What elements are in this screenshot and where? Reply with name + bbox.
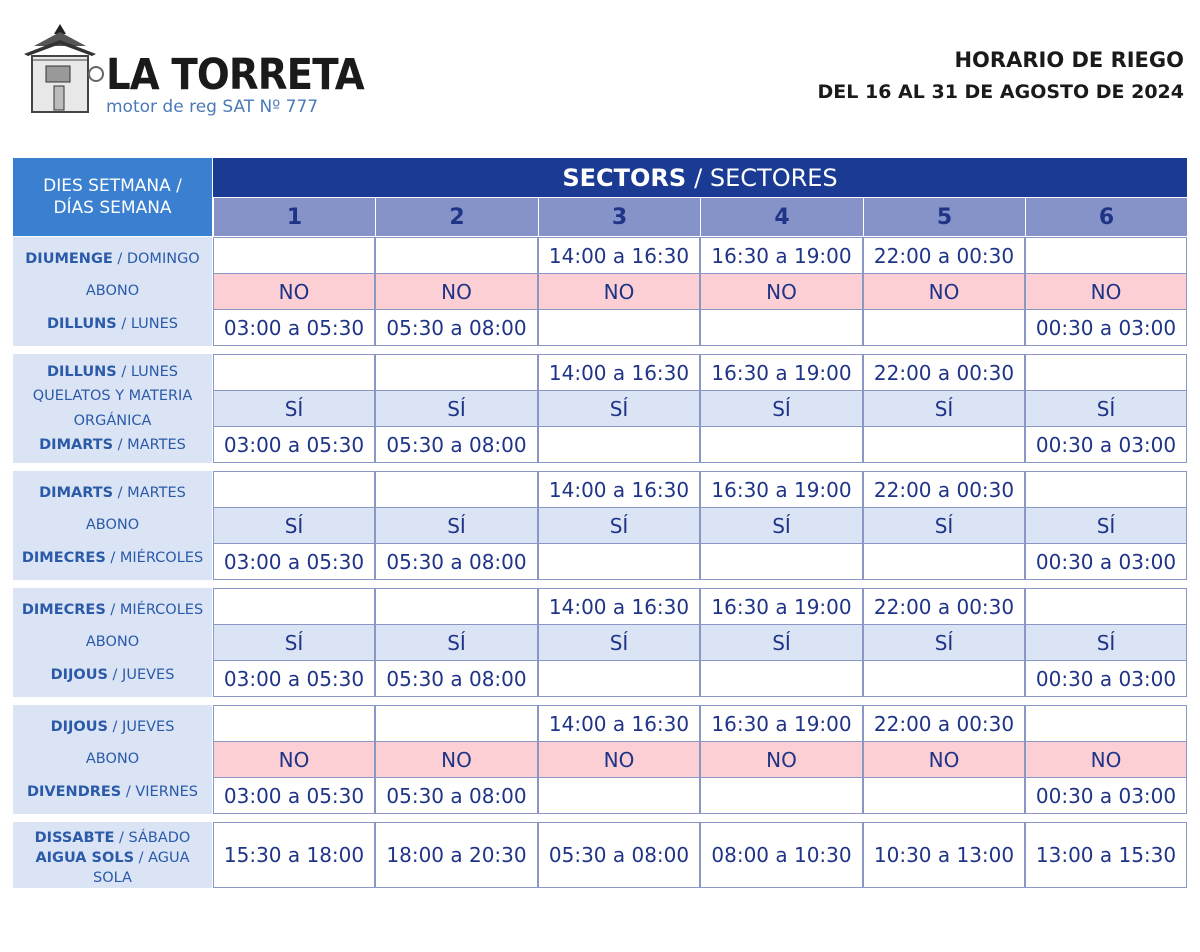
sector-number-2: 2 bbox=[375, 198, 538, 236]
fertilizer-cell: SÍ bbox=[538, 390, 700, 427]
days-header-line2: DÍAS SEMANA bbox=[53, 198, 172, 218]
day-label-line bbox=[86, 749, 139, 769]
day-label-catalan: DIMARTS bbox=[39, 485, 114, 502]
schedule-cell bbox=[213, 588, 375, 625]
schedule-cell: 16:30 a 19:00 bbox=[700, 471, 863, 508]
schedule-cell bbox=[375, 237, 538, 274]
fertilizer-cell: NO bbox=[538, 741, 700, 778]
day-label-spanish: / MIÉRCOLES bbox=[105, 602, 204, 619]
day-label-spanish: / MIÉRCOLES bbox=[105, 549, 204, 566]
fertilizer-cell: NO bbox=[375, 273, 538, 310]
schedule-cell: 14:00 a 16:30 bbox=[538, 588, 700, 625]
day-label-spanish: ORGÁNICA bbox=[73, 412, 152, 429]
tower-logo-icon bbox=[14, 20, 106, 116]
day-label-line bbox=[51, 717, 175, 737]
day-group-label bbox=[13, 705, 212, 814]
day-label-catalan: DIJOUS bbox=[50, 719, 108, 736]
day-label-line bbox=[86, 515, 139, 535]
day-label-line bbox=[22, 548, 203, 568]
schedule-cell: 18:00 a 20:30 bbox=[375, 822, 538, 888]
schedule-cell: 00:30 a 03:00 bbox=[1025, 543, 1187, 580]
schedule-cell bbox=[863, 660, 1025, 697]
fertilizer-cell: SÍ bbox=[863, 624, 1025, 661]
fertilizer-cell: NO bbox=[375, 741, 538, 778]
day-label-spanish: / MARTES bbox=[113, 485, 186, 502]
schedule-cell bbox=[863, 309, 1025, 346]
days-column-header bbox=[13, 158, 212, 236]
schedule-cell bbox=[1025, 354, 1187, 391]
day-label-spanish: ABONO bbox=[85, 283, 140, 300]
schedule-cell: 15:30 a 18:00 bbox=[213, 822, 375, 888]
fertilizer-cell: SÍ bbox=[700, 390, 863, 427]
fertilizer-cell: SÍ bbox=[375, 390, 538, 427]
fertilizer-cell: NO bbox=[700, 741, 863, 778]
schedule-cell: 14:00 a 16:30 bbox=[538, 354, 700, 391]
schedule-cell bbox=[1025, 237, 1187, 274]
fertilizer-cell: SÍ bbox=[213, 390, 375, 427]
fertilizer-cell: NO bbox=[213, 273, 375, 310]
schedule-cell: 08:00 a 10:30 bbox=[700, 822, 863, 888]
sector-number-6: 6 bbox=[1025, 198, 1187, 236]
fertilizer-cell: SÍ bbox=[375, 507, 538, 544]
days-header-line1: DIES SETMANA / bbox=[43, 176, 182, 196]
schedule-cell bbox=[375, 588, 538, 625]
schedule-cell bbox=[700, 309, 863, 346]
day-label-catalan: AIGUA SOLS bbox=[35, 850, 135, 866]
schedule-cell: 22:00 a 00:30 bbox=[863, 237, 1025, 274]
schedule-cell: 22:00 a 00:30 bbox=[863, 471, 1025, 508]
schedule-cell: 03:00 a 05:30 bbox=[213, 660, 375, 697]
schedule-cell: 14:00 a 16:30 bbox=[538, 237, 700, 274]
schedule-cell bbox=[700, 777, 863, 814]
schedule-cell bbox=[213, 705, 375, 742]
day-label-spanish: / VIERNES bbox=[121, 783, 198, 800]
day-label-spanish: ABONO bbox=[85, 517, 140, 534]
day-label-catalan: DILLUNS bbox=[46, 315, 117, 332]
day-label-line bbox=[27, 782, 198, 802]
day-label-spanish: / AGUA SOLA bbox=[93, 850, 190, 886]
day-label-line bbox=[86, 632, 139, 652]
day-label-spanish: ABONO bbox=[85, 634, 140, 651]
fertilizer-cell: NO bbox=[213, 741, 375, 778]
sectors-header bbox=[213, 158, 1187, 197]
logo bbox=[14, 20, 364, 120]
fertilizer-cell: NO bbox=[700, 273, 863, 310]
fertilizer-cell: SÍ bbox=[538, 624, 700, 661]
day-label-spanish: / DOMINGO bbox=[112, 251, 200, 268]
day-label-catalan: DIVENDRES bbox=[27, 783, 122, 800]
day-label-line bbox=[74, 411, 152, 431]
day-label-spanish: / JUEVES bbox=[107, 719, 175, 736]
schedule-cell bbox=[1025, 705, 1187, 742]
day-label-line bbox=[35, 828, 191, 848]
schedule-cell bbox=[700, 660, 863, 697]
day-label-spanish: ABONO bbox=[85, 751, 140, 768]
day-label-catalan: DIUMENGE bbox=[25, 251, 113, 268]
schedule-cell: 05:30 a 08:00 bbox=[375, 309, 538, 346]
sectors-header-light: / SECTORES bbox=[694, 163, 838, 192]
document-title-block bbox=[818, 46, 1184, 106]
day-label-line bbox=[86, 281, 139, 301]
day-label-spanish: / JUEVES bbox=[107, 666, 175, 683]
document-period: DEL 16 AL 31 DE AGOSTO DE 2024 bbox=[817, 81, 1184, 103]
schedule-cell bbox=[213, 237, 375, 274]
sector-number-4: 4 bbox=[700, 198, 863, 236]
schedule-cell bbox=[375, 471, 538, 508]
schedule-cell bbox=[375, 705, 538, 742]
fertilizer-cell: SÍ bbox=[700, 624, 863, 661]
schedule-cell bbox=[538, 660, 700, 697]
day-group-label bbox=[13, 588, 212, 697]
fertilizer-cell: SÍ bbox=[863, 507, 1025, 544]
schedule-cell: 22:00 a 00:30 bbox=[863, 354, 1025, 391]
fertilizer-cell: NO bbox=[1025, 273, 1187, 310]
schedule-cell: 10:30 a 13:00 bbox=[863, 822, 1025, 888]
day-label-spanish: / LUNES bbox=[116, 315, 179, 332]
day-label-spanish: / MARTES bbox=[113, 436, 186, 453]
schedule-cell bbox=[700, 543, 863, 580]
schedule-cell: 16:30 a 19:00 bbox=[700, 588, 863, 625]
schedule-cell bbox=[538, 777, 700, 814]
schedule-cell: 16:30 a 19:00 bbox=[700, 705, 863, 742]
schedule-cell: 03:00 a 05:30 bbox=[213, 309, 375, 346]
schedule-cell: 22:00 a 00:30 bbox=[863, 588, 1025, 625]
fertilizer-cell: SÍ bbox=[1025, 390, 1187, 427]
schedule-cell: 00:30 a 03:00 bbox=[1025, 309, 1187, 346]
schedule-cell: 00:30 a 03:00 bbox=[1025, 777, 1187, 814]
schedule-cell bbox=[375, 354, 538, 391]
schedule-cell: 05:30 a 08:00 bbox=[375, 660, 538, 697]
schedule-cell: 05:30 a 08:00 bbox=[375, 777, 538, 814]
sector-number-1: 1 bbox=[213, 198, 375, 236]
schedule-cell: 03:00 a 05:30 bbox=[213, 543, 375, 580]
brand-subtitle: motor de reg SAT Nº 777 bbox=[106, 97, 319, 117]
day-label-catalan: DIJOUS bbox=[50, 666, 108, 683]
fertilizer-cell: NO bbox=[538, 273, 700, 310]
schedule-cell: 05:30 a 08:00 bbox=[375, 426, 538, 463]
day-label-line bbox=[47, 362, 178, 382]
schedule-cell bbox=[700, 426, 863, 463]
schedule-cell bbox=[538, 426, 700, 463]
schedule-cell: 00:30 a 03:00 bbox=[1025, 426, 1187, 463]
schedule-cell: 22:00 a 00:30 bbox=[863, 705, 1025, 742]
day-label-catalan: DIMECRES bbox=[21, 602, 106, 619]
schedule-cell bbox=[1025, 588, 1187, 625]
schedule-cell: 05:30 a 08:00 bbox=[538, 822, 700, 888]
fertilizer-cell: NO bbox=[863, 273, 1025, 310]
schedule-cell bbox=[538, 543, 700, 580]
schedule-cell: 16:30 a 19:00 bbox=[700, 237, 863, 274]
day-label-line bbox=[51, 665, 175, 685]
day-label-spanish: QUELATOS Y MATERIA bbox=[32, 388, 193, 405]
document-title: HORARIO DE RIEGO bbox=[954, 48, 1184, 72]
schedule-cell: 14:00 a 16:30 bbox=[538, 471, 700, 508]
sectors-header-bold: SECTORS bbox=[562, 163, 687, 192]
day-label-catalan: DISSABTE bbox=[34, 830, 115, 846]
schedule-cell: 13:00 a 15:30 bbox=[1025, 822, 1187, 888]
schedule-cell bbox=[1025, 471, 1187, 508]
day-group-label bbox=[13, 237, 212, 346]
fertilizer-cell: SÍ bbox=[1025, 624, 1187, 661]
fertilizer-cell: NO bbox=[1025, 741, 1187, 778]
fertilizer-cell: SÍ bbox=[213, 507, 375, 544]
sector-number-5: 5 bbox=[863, 198, 1025, 236]
day-group-label bbox=[13, 354, 212, 463]
fertilizer-cell: SÍ bbox=[538, 507, 700, 544]
day-label-line bbox=[33, 386, 193, 406]
fertilizer-cell: SÍ bbox=[375, 624, 538, 661]
fertilizer-cell: SÍ bbox=[1025, 507, 1187, 544]
day-label-line bbox=[47, 314, 178, 334]
fertilizer-cell: NO bbox=[863, 741, 1025, 778]
fertilizer-cell: SÍ bbox=[700, 507, 863, 544]
day-label-catalan: DILLUNS bbox=[46, 364, 117, 381]
day-label-catalan: DIMECRES bbox=[21, 549, 106, 566]
schedule-cell: 05:30 a 08:00 bbox=[375, 543, 538, 580]
schedule-cell: 16:30 a 19:00 bbox=[700, 354, 863, 391]
schedule-cell bbox=[213, 471, 375, 508]
schedule-cell: 03:00 a 05:30 bbox=[213, 777, 375, 814]
day-label-line bbox=[15, 848, 210, 888]
brand-name: LA TORRETA bbox=[106, 50, 364, 100]
sector-number-3: 3 bbox=[538, 198, 700, 236]
schedule-cell bbox=[863, 426, 1025, 463]
day-label-spanish: / LUNES bbox=[116, 364, 179, 381]
day-label-line bbox=[39, 435, 186, 455]
day-label-line bbox=[25, 249, 199, 269]
schedule-cell bbox=[538, 309, 700, 346]
fertilizer-cell: SÍ bbox=[213, 624, 375, 661]
day-label-spanish: / SÁBADO bbox=[114, 830, 191, 846]
day-label-catalan: DIMARTS bbox=[39, 436, 114, 453]
schedule-cell bbox=[213, 354, 375, 391]
schedule-cell: 14:00 a 16:30 bbox=[538, 705, 700, 742]
day-label-line bbox=[39, 483, 186, 503]
schedule-cell: 00:30 a 03:00 bbox=[1025, 660, 1187, 697]
day-group-label bbox=[13, 822, 212, 888]
schedule-cell bbox=[863, 543, 1025, 580]
schedule-cell bbox=[863, 777, 1025, 814]
fertilizer-cell: SÍ bbox=[863, 390, 1025, 427]
day-label-line bbox=[22, 600, 203, 620]
day-group-label bbox=[13, 471, 212, 580]
schedule-cell: 03:00 a 05:30 bbox=[213, 426, 375, 463]
